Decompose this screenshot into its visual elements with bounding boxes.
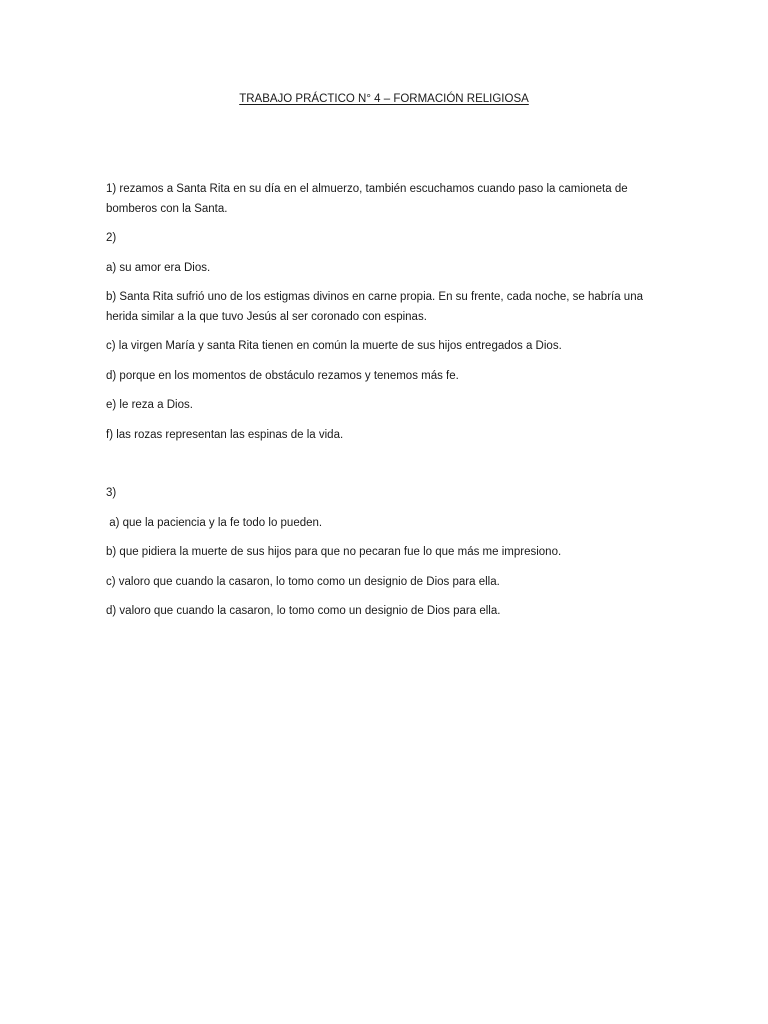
answer-2e: e) le reza a Dios.	[106, 399, 193, 411]
section-3-heading: 3)	[106, 487, 117, 499]
answer-2c: c) la virgen María y santa Rita tienen en común la muerte de sus hijos entregados a Dios.	[106, 340, 562, 352]
section-2-heading: 2)	[106, 232, 117, 244]
answer-2a: a) su amor era Dios.	[106, 261, 211, 274]
document-title: TRABAJO PRÁCTICO N° 4 – FORMACIÓN RELIGIOSA	[239, 93, 529, 105]
answer-2f: f) las rozas representan las espinas de la vida.	[106, 428, 344, 441]
answer-2d: d) porque en los momentos de obstáculo rezamos y tenemos más fe.	[106, 369, 459, 382]
answer-3a: a) que la paciencia y la fe todo lo pueden.	[106, 516, 323, 529]
answer-3d: d) valoro que cuando la casaron, lo tomo como un designio de Dios para ella.	[106, 605, 501, 617]
answer-3c: c) valoro que cuando la casaron, lo tomo como un designio de Dios para ella.	[106, 575, 500, 588]
answer-3b: b) que pidiera la muerte de sus hijos para que no pecaran fue lo que más me impresiono.	[106, 546, 562, 558]
answer-1: 1) rezamos a Santa Rita en su día en el almuerzo, también escuchamos cuando paso la camioneta de bomberos con la Santa.	[106, 183, 628, 215]
document-body	[106, 180, 666, 632]
section-gap	[106, 455, 666, 484]
answer-2b: b) Santa Rita sufrió uno de los estigmas divinos en carne propia. En su frente, cada noche, se habría una herida similar a la que tuvo Jesús al ser coronado con espinas.	[106, 291, 643, 323]
